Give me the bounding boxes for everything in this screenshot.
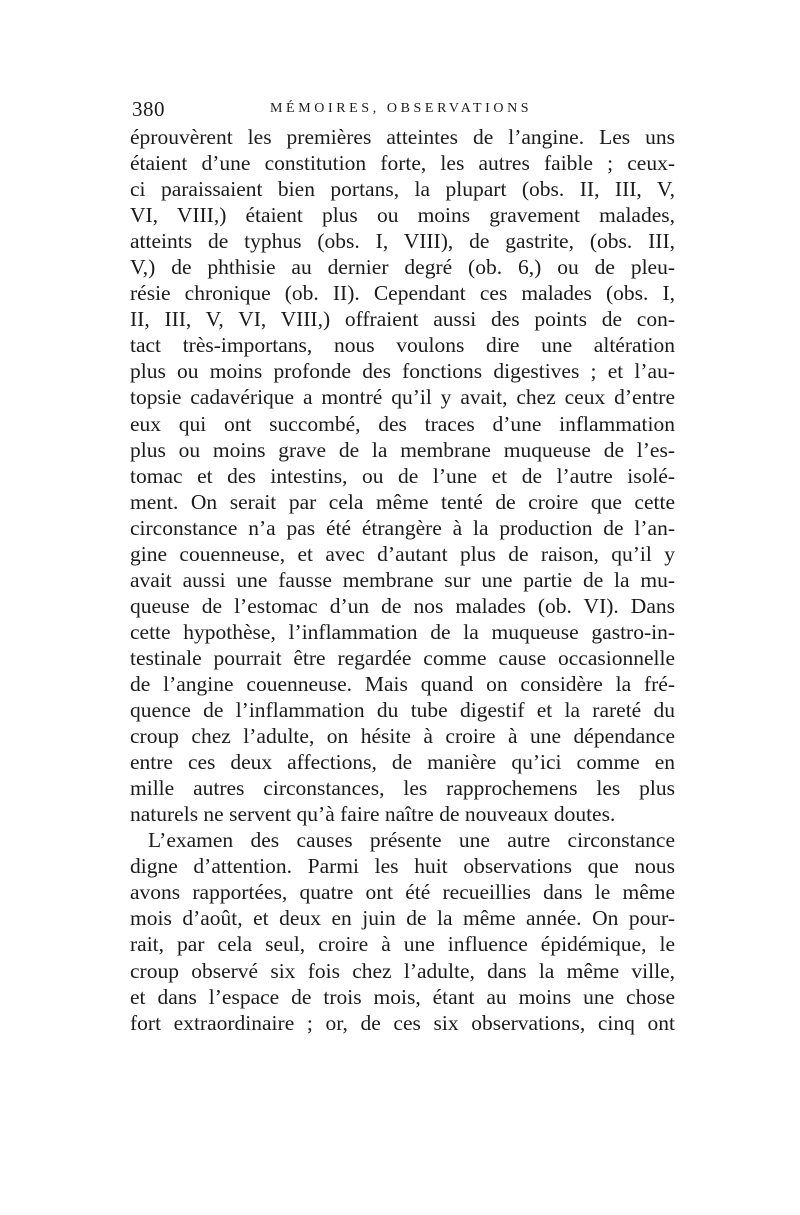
text-line: tomac et des intestins, ou de l’une et de l’autre isolé- bbox=[130, 463, 675, 488]
text-line: entre ces deux affections, de manière qu’ici comme en bbox=[130, 750, 675, 775]
text-line: mille autres circonstances, les rapprochemens les plus bbox=[130, 776, 675, 801]
text-line: atteints de typhus (obs. I, VIII), de gastrite, (obs. III, bbox=[130, 229, 675, 254]
text-line: étaient d’une constitution forte, les autres faible ; ceux- bbox=[130, 151, 675, 176]
text-line: circonstance n’a pas été étrangère à la production de l’an- bbox=[130, 515, 675, 540]
text-line: avait aussi une fausse membrane sur une partie de la mu- bbox=[130, 567, 675, 592]
text-line: topsie cadavérique a montré qu’il y avait, chez ceux d’entre bbox=[130, 385, 675, 410]
text-line: naturels ne servent qu’à faire naître de nouveaux doutes. bbox=[130, 802, 616, 827]
text-line: II, III, V, VI, VIII,) offraient aussi des points de con- bbox=[130, 307, 675, 332]
text-line: croup chez l’adulte, on hésite à croire à une dépendance bbox=[130, 724, 675, 749]
text-line: résie chronique (ob. II). Cependant ces malades (obs. I, bbox=[130, 281, 675, 306]
text-line: ci paraissaient bien portans, la plupart (obs. II, III, V, bbox=[130, 177, 675, 202]
text-line: V,) de phthisie au dernier degré (ob. 6,) ou de pleu- bbox=[130, 255, 675, 280]
text-line: éprouvèrent les premières atteintes de l’angine. Les uns bbox=[130, 125, 675, 149]
text-line: de l’angine couenneuse. Mais quand on considère la fré- bbox=[130, 671, 675, 696]
text-line: eux qui ont succombé, des traces d’une inflammation bbox=[130, 411, 675, 436]
text-line: tact très-importans, nous voulons dire une altération bbox=[130, 333, 675, 358]
page-number: 380 bbox=[132, 97, 165, 121]
text-line: croup observé six fois chez l’adulte, dans la même ville, bbox=[130, 958, 675, 983]
text-line: gine couenneuse, et avec d’autant plus de raison, qu’il y bbox=[130, 541, 675, 566]
running-head bbox=[130, 97, 675, 123]
text-line: VI, VIII,) étaient plus ou moins gravement malades, bbox=[130, 203, 675, 228]
text-line: avons rapportées, quatre ont été recueillies dans le même bbox=[130, 880, 675, 905]
text-line: L’examen des causes présente une autre circonstance bbox=[148, 828, 675, 853]
text-line: fort extraordinaire ; or, de ces six observations, cinq ont bbox=[130, 1010, 675, 1035]
text-line: plus ou moins grave de la membrane muqueuse de l’es- bbox=[130, 437, 675, 462]
text-line: digne d’attention. Parmi les huit observations que nous bbox=[130, 854, 675, 879]
text-line: queuse de l’estomac d’un de nos malades (ob. VI). Dans bbox=[130, 593, 675, 618]
text-line: testinale pourrait être regardée comme cause occasionnelle bbox=[130, 645, 675, 670]
text-line: plus ou moins profonde des fonctions digestives ; et l’au- bbox=[130, 359, 675, 384]
body-text bbox=[130, 124, 675, 1036]
text-line: rait, par cela seul, croire à une influence épidémique, le bbox=[130, 932, 675, 957]
text-line: quence de l’inflammation du tube digestif et la rareté du bbox=[130, 698, 675, 723]
text-line: et dans l’espace de trois mois, étant au moins une chose bbox=[130, 984, 675, 1009]
text-line: mois d’août, et deux en juin de la même année. On pour- bbox=[130, 906, 675, 931]
text-line: ment. On serait par cela même tenté de croire que cette bbox=[130, 489, 675, 514]
running-title: MÉMOIRES, OBSERVATIONS bbox=[270, 101, 533, 116]
text-line: cette hypothèse, l’inflammation de la muqueuse gastro-in- bbox=[130, 619, 675, 644]
